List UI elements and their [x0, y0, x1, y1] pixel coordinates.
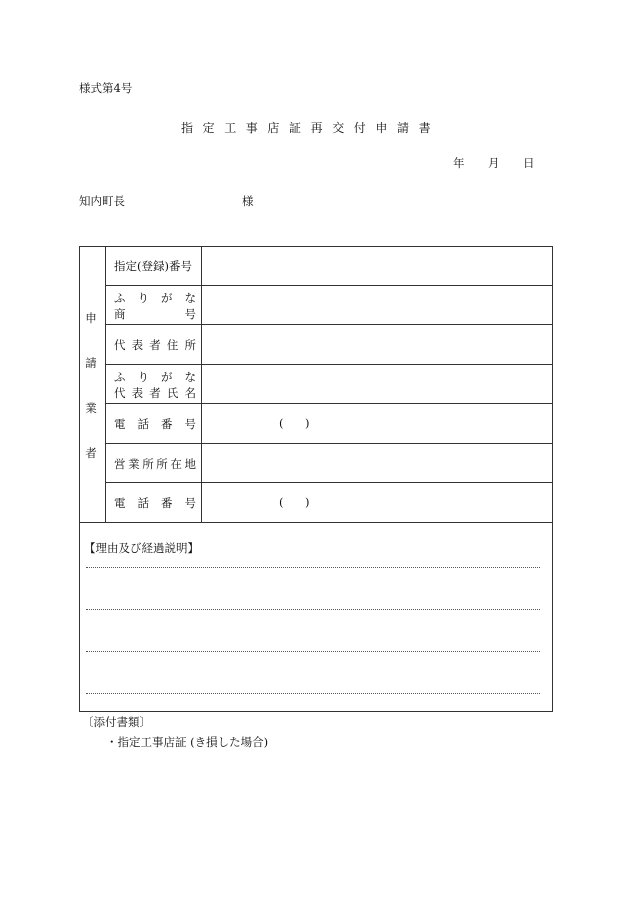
office-location-field[interactable]	[202, 444, 552, 482]
representative-address-label: 代 表 者 住 所	[114, 338, 196, 352]
date-day: 日	[523, 156, 535, 170]
office-location-label: 営 業 所 所 在 地	[114, 457, 196, 471]
representative-name-label: 代 表 者 氏 名	[114, 386, 196, 400]
addressee-name: 知内町長	[79, 194, 125, 208]
office-phone-close-paren: )	[305, 495, 310, 509]
reason-heading: 【理由及び経過説明】	[84, 541, 199, 555]
phone-area-open-paren: (	[279, 416, 284, 430]
trade-name-field[interactable]	[202, 286, 552, 324]
date-year: 年	[453, 156, 465, 170]
reason-text-area[interactable]	[84, 556, 544, 700]
section-separator	[79, 522, 553, 523]
phone-number-label: 電 話 番 号	[114, 417, 196, 431]
column-divider-left	[105, 246, 106, 522]
attachments-heading: 〔添付書類〕	[82, 715, 151, 729]
phone-area-close-paren: )	[305, 416, 310, 430]
representative-address-field[interactable]	[202, 325, 552, 363]
page-title: 指定工事店証再交付申請書	[181, 121, 441, 135]
designation-number-label: 指定(登録)番号	[114, 259, 192, 273]
phone-number-field[interactable]	[202, 404, 552, 442]
office-phone-label: 電 話 番 号	[114, 496, 196, 510]
applicant-label-char: 請	[85, 356, 97, 370]
date-month: 月	[488, 156, 500, 170]
applicant-label-char: 申	[85, 311, 97, 325]
addressee-honorific: 様	[242, 194, 254, 208]
office-phone-field[interactable]	[202, 483, 552, 521]
trade-name-label: 商 号	[114, 307, 196, 321]
representative-name-furigana-label: ふ り が な	[114, 370, 196, 384]
attachment-item: ・指定工事店証 (き損した場合)	[106, 735, 269, 749]
trade-name-furigana-label: ふ り が な	[114, 291, 196, 305]
representative-name-field[interactable]	[202, 365, 552, 403]
applicant-label-char: 者	[85, 446, 97, 460]
office-phone-open-paren: (	[279, 495, 284, 509]
designation-number-field[interactable]	[202, 247, 552, 285]
applicant-label-char: 業	[85, 401, 97, 415]
form-number: 様式第4号	[79, 81, 133, 95]
